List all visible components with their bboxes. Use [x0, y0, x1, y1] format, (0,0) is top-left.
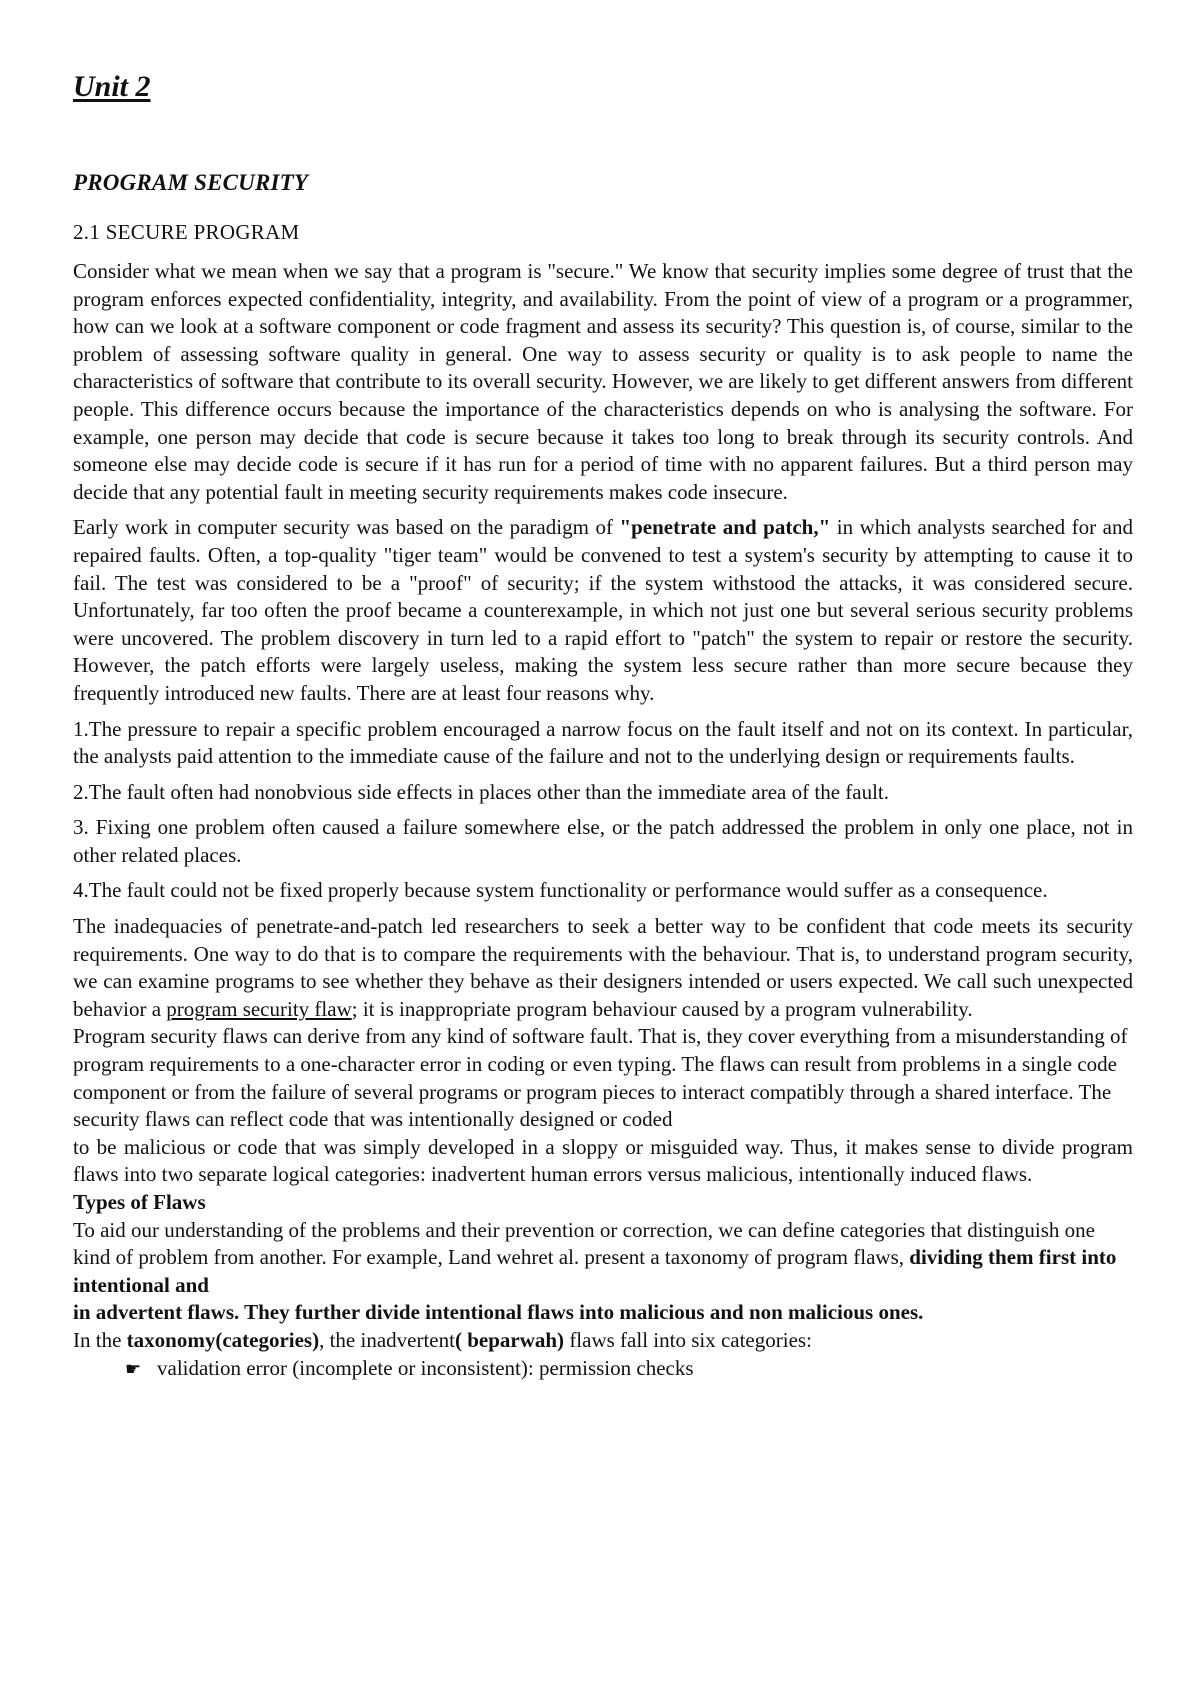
bold-term-beparwah: ( beparwah) — [454, 1327, 565, 1352]
types-of-flaws-heading: Types of Flaws — [73, 1190, 206, 1214]
paragraph-flaw-sources: Program security flaws can derive from any kind of software fault. That is, they cover everything from a misunderstanding of program requirements to a one-character error in coding or even typing. The flaws can result from problems in a single code component or from the failure of several programs or program pieces to interact compatibly through a shared interface. The security flaws can reflect code that was intentionally designed or coded — [73, 1024, 1128, 1132]
bold-text-dividing: dividing them first into intentional and — [73, 1245, 1117, 1297]
paragraph-inadvertent-flaws: in advertent flaws. They further divide intentional flaws into malicious and non malicious ones. — [73, 1300, 924, 1325]
bullet-item-validation-error — [73, 1355, 1133, 1384]
bold-term-penetrate-and-patch: "penetrate and patch," — [619, 515, 831, 540]
reason-item-4: 4.The fault could not be fixed properly because system functionality or performance would suffer as a consequence. — [73, 878, 1048, 903]
reason-item-1: 1.The pressure to repair a specific problem encouraged a narrow focus on the fault itself and not on its context. In particular, the analysts paid attention to the immediate cause of the failure and not to the underlying design or requirements faults. — [73, 716, 1133, 769]
paragraph-text: flaws fall into six categories: — [564, 1327, 812, 1352]
paragraph-text: , the inadvertent — [319, 1327, 455, 1352]
bold-term-taxonomy: taxonomy(categories) — [126, 1327, 320, 1352]
document-body — [73, 258, 1133, 1383]
hand-pointing-icon: ☛ — [125, 1358, 142, 1379]
paragraph-text: Early work in computer security was based on the paradigm of — [73, 515, 620, 540]
bullet-text: validation error (incomplete or inconsistent): permission checks — [157, 1355, 694, 1380]
paragraph-six-categories — [73, 1327, 1133, 1355]
unit-title: Unit 2 — [73, 70, 151, 103]
paragraph-text: The inadequacies of penetrate-and-patch led researchers to seek a better way to be confident that code meets its security requirements. One way to do that is to compare the requirements with the behaviour. That is, to understand program security, we can examine programs to see whether they behave as their designers intended or users expected. We call such unexpected behavior a — [73, 914, 1133, 1021]
paragraph-text: ; it is inappropriate program behaviour caused by a program vulnerability. — [351, 996, 973, 1021]
underlined-term-program-security-flaw: program security flaw — [166, 996, 352, 1021]
paragraph-text: in which analysts searched for and repaired faults. Often, a top-quality "tiger team" would be convened to test a system's security by attempting to cause it to fail. The test was considered to be a "proof" of security; if the system withstood the attacks, it was considered secure. Unfortunately, far too often the proof became a counterexample, in which not just one but several serious security problems were uncovered. The problem discovery in turn led to a rapid effort to "patch" the system to repair or restore the security. However, the patch efforts were largely useless, making the system less secure rather than more secure because they frequently introduced new faults. There are at least four reasons why. — [73, 515, 1133, 705]
paragraph-security-flaw-definition — [73, 913, 1133, 1023]
subsection-title: 2.1 SECURE PROGRAM — [73, 220, 300, 244]
paragraph-text: To aid our understanding of the problems and their prevention or correction, we can define categories that distinguish one kind of problem from another. For example, Land wehret al. present a taxonomy of program flaws, — [73, 1217, 1095, 1270]
reason-item-3: 3. Fixing one problem often caused a failure somewhere else, or the patch addressed the problem in only one place, not in other related places. — [73, 815, 1133, 867]
paragraph-taxonomy — [73, 1217, 1133, 1300]
section-title: PROGRAM SECURITY — [73, 170, 309, 195]
reason-item-2: 2.The fault often had nonobvious side effects in places other than the immediate area of the fault. — [73, 779, 889, 804]
paragraph-flaw-categories: to be malicious or code that was simply developed in a sloppy or misguided way. Thus, it makes sense to divide program flaws into two separate logical categories: inadvertent human errors versus malicious, intentionally induced flaws. — [73, 1134, 1133, 1187]
paragraph-secure-program-intro: Consider what we mean when we say that a program is "secure." We know that security implies some degree of trust that the program enforces expected confidentiality, integrity, and availability. From the point of view of a program or a programmer, how can we look at a software component or code fragment and assess its security? This question is, of course, similar to the problem of assessing software quality in general. One way to assess security or quality is to ask people to name the characteristics of software that contribute to its overall security. However, we are likely to get different answers from different people. This difference occurs because the importance of the characteristics depends on who is analysing the software. For example, one person may decide that code is secure because it takes too long to break through its security controls. And someone else may decide code is secure if it has run for a period of time with no apparent failures. But a third person may decide that any potential fault in meeting security requirements makes code insecure. — [73, 259, 1133, 504]
paragraph-penetrate-and-patch — [73, 514, 1133, 707]
paragraph-text: In the — [73, 1327, 127, 1352]
